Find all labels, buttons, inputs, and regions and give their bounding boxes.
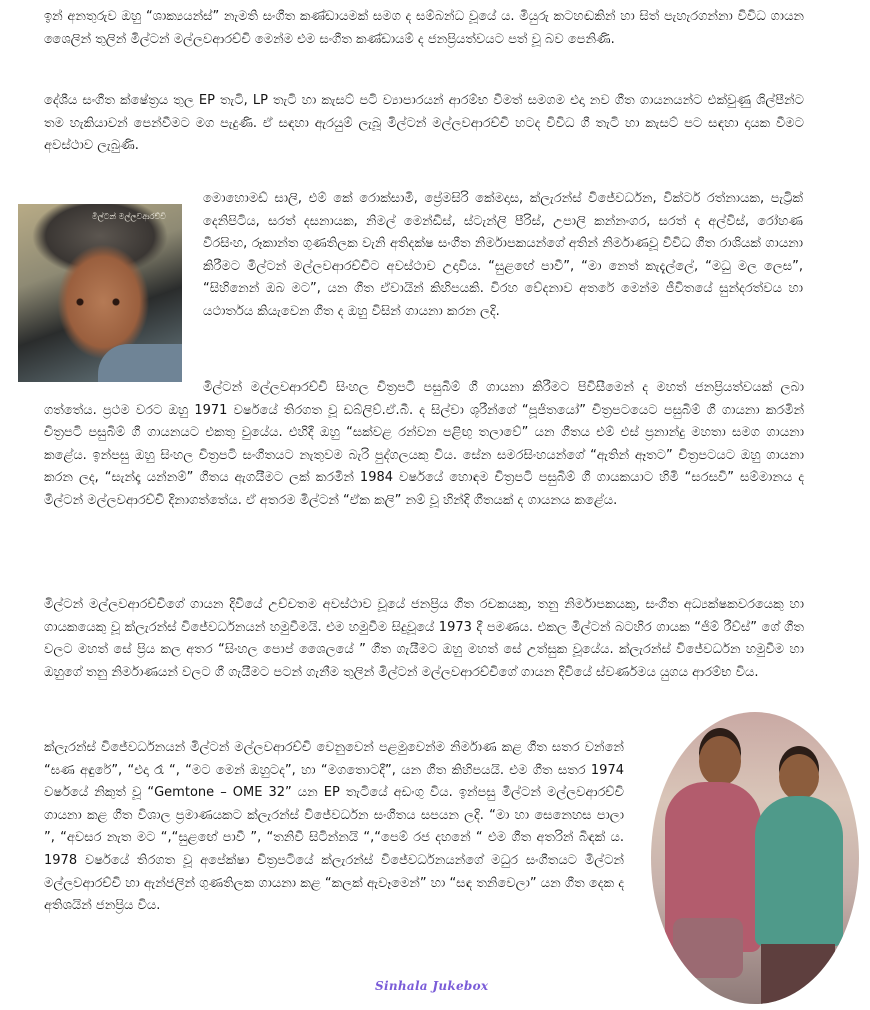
- paragraph-film-songs: මිල්ටන් මල්ලවආරච්චි සිංහල චිත්‍රපටි පසුබිම් ගී ගායනා කිරීමට පිවිසීමෙන් ද මහත් ජනප්‍රියත්වයක් ලබා ගත්තේය. ප්‍රථම වරට ඔහු 1971 වර්ෂයේ තිරගත වූ ඩබ්ලිව්.ඒ.බී. ද සිල්වා ශූරීන්ගේ “පූජිතයෝ” චිත්‍රපටයෙට පසුබිම් ගී ගායනා කරමින් චිත්‍රපටි පසුබිම් ගී ගායනයට එකතු වුයේය. එහිදී ඔහු “සක්වළ රන්වන පළිඟු තලාවේ” යන ගීතය එම් එස් ප්‍රනාන්දු මහතා සමග ගායනා කළේය. ඉන්පසු ඔහු සිංහල චිත්‍රපටි සංගීතයට නැතුවම බැරි පුද්ගලයකු විය. සේන සමරසිංහයන්ගේ “ඇතින් ඈතට” චිත්‍රපටයට ඔහු ගායනා කරන ලද, “සැන්දෑ යන්නම්” ගීතය ඇගයීමට ලක් කරමින් 1984 වර්ෂයේ හොඳම චිත්‍රපටි පසුබිම් ගී ගායකයාට හිමි “සරසවි” සම්මානය ද මිල්ටන් මල්ලවආරච්චි දිනාගත්තේය. ඒ අතරම මිල්ටන් “ඒක කලි” නම් වූ හින්දි ගීතයක් ද ගායනය කළේය.: [44, 380, 804, 508]
- photo-trousers: [761, 944, 835, 1004]
- milton-clarence-oval-photo: [651, 712, 859, 1004]
- paragraph-gemtone-ep: ක්ලැරන්ස් විජේවර්ධනයන් මිල්ටන් මල්ලවආරච්චි වෙනුවෙන් පළමුවෙන්ම නිර්මාණ කළ ගීත සතර වන්නේ “ඝණ අඳුරේ”, “එදා රෑ “, “මට මෙන් ඔහුටද”, හා “මගතොටදී”, යන ගීත කිහිපයයි. එම ගීත සතර 1974 වර්ෂයේ නිකුත් වූ “Gemtone – OME 32” යන EP තැටියේ අඩංගු විය. ඉන්පසු මිල්ටන් මල්ලවආරච්චි ගායනා කළ ගීත විශාල ප්‍රමාණයකට ක්ලැරන්ස් විජේවර්ධන සංගීතය සපයන ලදි. “මා හා සෙනෙහස පාලා ”, “අවසර නැත මට “,“සුළඟේ පාවී ”, “තනිවී සිටින්නයි “,“පෙම් රජ දහනේ “ එම ගීත අතරින් බිඳක් ය. 1978 වර්ෂයේ තිරගත වූ අපේක්ෂා චිත්‍රපටියේ ක්ලැරන්ස් විජේවර්ධනයන්ගේ මධුර සංගීතයට මිල්ටන් මල්ලවආරච්චි හා ඇන්ජලින් ගුණතිලක ගායනා කළ “කලක් ඇවෑමෙන්” හා “සඳ තනිවෙලා” යන ගීත දෙක ද අතිශයින් ජනප්‍රිය විය.: [44, 740, 624, 914]
- milton-portrait-image: [18, 204, 182, 382]
- photo-person-green-shirt: [755, 796, 843, 946]
- sinhala-jukebox-logo[interactable]: Sinhala Jukebox: [375, 979, 489, 993]
- cover-title-lettering: මිල්ටන් මල්ලවආරච්චි: [91, 212, 166, 221]
- photo-head-right: [779, 754, 819, 800]
- portrait-eyes: [68, 298, 128, 306]
- paragraph-clarence-meeting: මිල්ටන් මල්ලවආරච්චිගේ ගායන දිවියේ උච්චතම අවස්ථාව වූයේ ජනප්‍රිය ගීත රචකයකු, තනු නිර්මාපකයකු, සංගීත අධ්‍යක්ෂකවරයෙකු හා ගායකයෙකු වූ ක්ලැරන්ස් විජේවර්ධනයන් හමුවීමයි. එම හමුවීම සිදුවූයේ 1973 දී පමණය. එකල මිල්ටන් බටහිර ගායක “ජිම් රීව්ස්” ගේ ගීත වලට මහත් සේ ප්‍රිය කල අතර “සිංහල පොප් ශෛලයේ ” ගීත ගැයීමට ඔහු මහත් සේ උත්සුක වූයේය. ක්ලැරන්ස් විජේවර්ධන හමුවීම හා ඔහුගේ තනු නිර්මාණයන් වලට ගී ගැයීමට පටන් ගැනීම තුලින් මිල්ටන් මල්ලවආරච්චිගේ ගායන දිවියේ ස්වර්ණමය යුගය ආරම්භ විය.: [44, 597, 804, 680]
- photo-head-left: [699, 736, 741, 786]
- photo-chair: [673, 918, 743, 978]
- paragraph-composers: මොහොමඩ් සාලි, එම් කේ රොක්සාමි, ප්‍රේමසිරි කේමදාස, ක්ලැරන්ස් විජේවර්ධන, වික්ටර් රත්නායක, පැට්‍රික් දෙනිපිටිය, සරත් දසනායක, නිමල් මෙන්ඩිස්, ස්ටැන්ලි පීරිස්, උපාලි කන්නංගර, සරත් ද අල්විස්, රෝහණ වීරසිංහ, රූකාන්ත ගුණතිලක වැනි අතිදක්ෂ සංගීත නිර්මාපකයන්ගේ අතින් නිර්මාණවූ විවිධ ගීත රාශියක් ගායනා කිරීමට මිල්ටන් මල්ලවආරච්චිට අවස්ථාව උදාවිය. “සුළඟේ පාවී”, “මා නෙත් කැදැල්ලේ, “මධු මල ලෙස”, “සිහිනෙන් ඔබ මට”, යන ගීත ඒවායින් කිහිපයකි. විරහ වේදනාව අතරේ මෙන්ම ජීවිතයේ සුන්දරත්වය හා යථාර්තය කියැවෙන ගීත ද ඔහු විසින් ගායනා කරන ලදි.: [203, 191, 803, 319]
- paragraph-ep-lp-era: දේශීය සංගීත ක්ෂේත්‍රය තුල EP තැටි, LP තැටි හා කැසට් පටි ව්‍යාපාරයන් ආරම්භ වීමත් සමගම එදා නව ගීත ගායනයන්ට එක්වුණු ශිල්පීන්ට තම හැකියාවන් පෙන්වීමට මග පැදුණි. ඒ සඳහා ඇරයුම් ලැබූ මිල්ටන් මල්ලවආරච්චි හටද විවිධ ගී තැටි හා කැසට් පට සඳහා දායක වීමට අවස්ථාව ලැබුණි.: [44, 93, 804, 154]
- paragraph-shakyans: ඉන් අනතුරුව ඔහු “ශාක්‍යයන්ස්” නැමති සංගීත කණ්ඩායමක් සමග ද සම්බන්ධ වූයේ ය. මියුරු කටහඬකින් හා සිත් පැහැරගන්නා විවිධ ගායන ශෛලින් තුලින් මිල්ටන් මල්ලවආරච්චි මෙන්ම එම සංගීත කණ්ඩායම් ද ජනප්‍රියත්වයට පත් වූ බව පෙනිණි.: [44, 9, 804, 47]
